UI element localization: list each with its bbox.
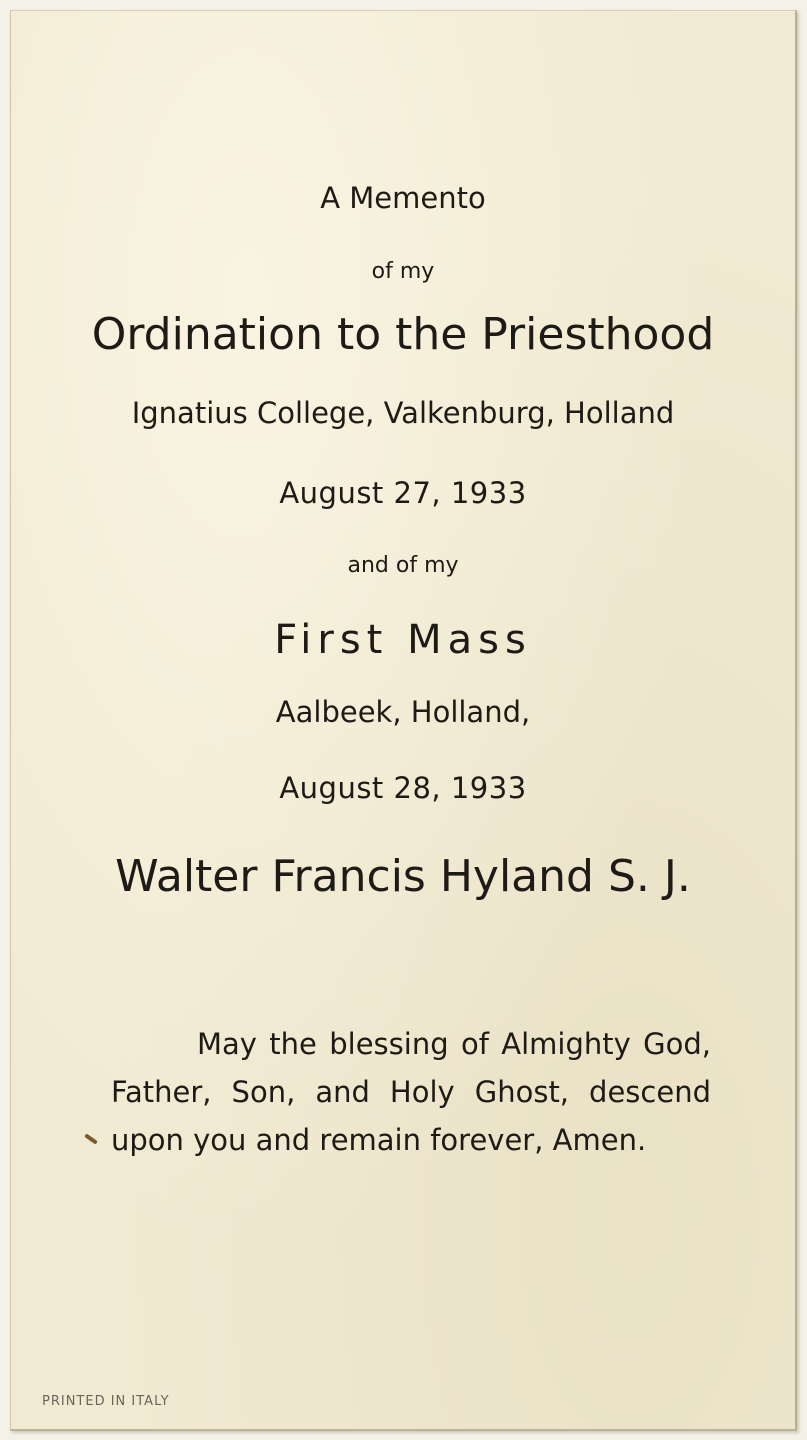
blessing-text: May the blessing of Almighty God, Father, Son, and Holy Ghost, descend upon you and remain forever, Amen. — [111, 1027, 711, 1157]
first-mass-title: First Mass — [274, 617, 532, 663]
ordination-place: Ignatius College, Valkenburg, Holland — [131, 396, 675, 430]
of-my-text: of my — [371, 259, 435, 284]
and-of-my-text: and of my — [347, 553, 459, 578]
memorial-card — [10, 10, 797, 1431]
first-mass-place: Aalbeek, Holland, — [275, 695, 531, 729]
priest-name: Walter Francis Hyland S. J. — [115, 851, 691, 902]
ordination-date: August 27, 1933 — [279, 476, 527, 510]
memento-heading: A Memento — [320, 181, 486, 215]
printer-imprint: PRINTED IN ITALY — [42, 1394, 170, 1409]
ordination-title: Ordination to the Priesthood — [91, 309, 715, 360]
first-mass-date: August 28, 1933 — [279, 771, 527, 805]
